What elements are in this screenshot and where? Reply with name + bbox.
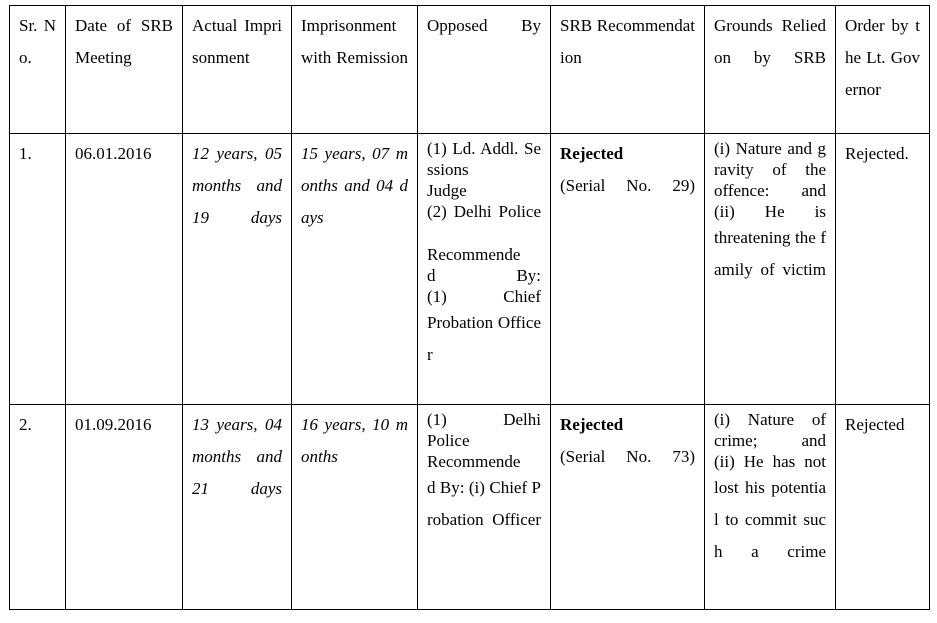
opposed-rest: d By: (i) Chief Probation Officer <box>427 478 541 529</box>
opposed-line: (1) Chief <box>427 287 541 306</box>
header-row <box>10 6 930 134</box>
cell-actual-imprisonment: 13 years, 04 months and 21 days <box>183 405 292 610</box>
cell-order: Rejected <box>836 405 930 610</box>
grounds-rest: threatening the family of victim <box>714 228 826 279</box>
cell-grounds <box>705 134 836 405</box>
header-srb-recommendation: SRB Recommendation <box>551 6 705 134</box>
recommendation-serial: (Serial No. 29) <box>560 176 695 195</box>
recommendation-status: Rejected <box>560 415 624 434</box>
grounds-line: offence: and <box>714 181 826 200</box>
cell-imprisonment-remission: 16 years, 10 months <box>292 405 418 610</box>
cell-srb-recommendation <box>551 405 705 610</box>
srb-decisions-table <box>9 5 930 610</box>
opposed-line: (1) Delhi <box>427 410 541 429</box>
opposed-line: Police <box>427 431 470 450</box>
header-sr-no: Sr. No. <box>10 6 66 134</box>
cell-order: Rejected. <box>836 134 930 405</box>
header-date: Date of SRB Meeting <box>66 6 183 134</box>
cell-grounds <box>705 405 836 610</box>
cell-sr-no: 1. <box>10 134 66 405</box>
grounds-line: (ii) He is <box>714 202 826 221</box>
cell-actual-imprisonment: 12 years, 05 months and 19 days <box>183 134 292 405</box>
cell-opposed-by <box>418 134 551 405</box>
opposed-line: (2) Delhi Police <box>427 202 541 221</box>
cell-date: 01.09.2016 <box>66 405 183 610</box>
grounds-line: crime; and <box>714 431 826 450</box>
opposed-line: d By: <box>427 266 541 285</box>
opposed-line: Judge <box>427 181 467 200</box>
cell-srb-recommendation <box>551 134 705 405</box>
cell-sr-no: 2. <box>10 405 66 610</box>
grounds-line: (i) Nature of <box>714 410 826 429</box>
recommendation-serial: (Serial No. 73) <box>560 447 695 466</box>
table-row <box>10 405 930 610</box>
opposed-line: (1) Ld. Addl. Sessions <box>427 139 541 179</box>
header-order: Order by the Lt. Governor <box>836 6 930 134</box>
table-row <box>10 134 930 405</box>
header-imprisonment-remission: Imprisonment with Remission <box>292 6 418 134</box>
grounds-rest: lost his potential to commit such a crime <box>714 478 826 561</box>
cell-imprisonment-remission: 15 years, 07 months and 04 days <box>292 134 418 405</box>
opposed-rest: Probation Officer <box>427 313 541 364</box>
grounds-line: (ii) He has not <box>714 452 826 471</box>
header-grounds: Grounds Relied on by SRB <box>705 6 836 134</box>
opposed-line: Recommende <box>427 452 521 471</box>
opposed-line: Recommende <box>427 245 521 264</box>
grounds-line: (i) Nature and gravity of the <box>714 139 826 179</box>
recommendation-status: Rejected <box>560 144 624 163</box>
header-opposed-by: Opposed By <box>418 6 551 134</box>
cell-date: 06.01.2016 <box>66 134 183 405</box>
header-actual-imprisonment: Actual Imprisonment <box>183 6 292 134</box>
cell-opposed-by <box>418 405 551 610</box>
